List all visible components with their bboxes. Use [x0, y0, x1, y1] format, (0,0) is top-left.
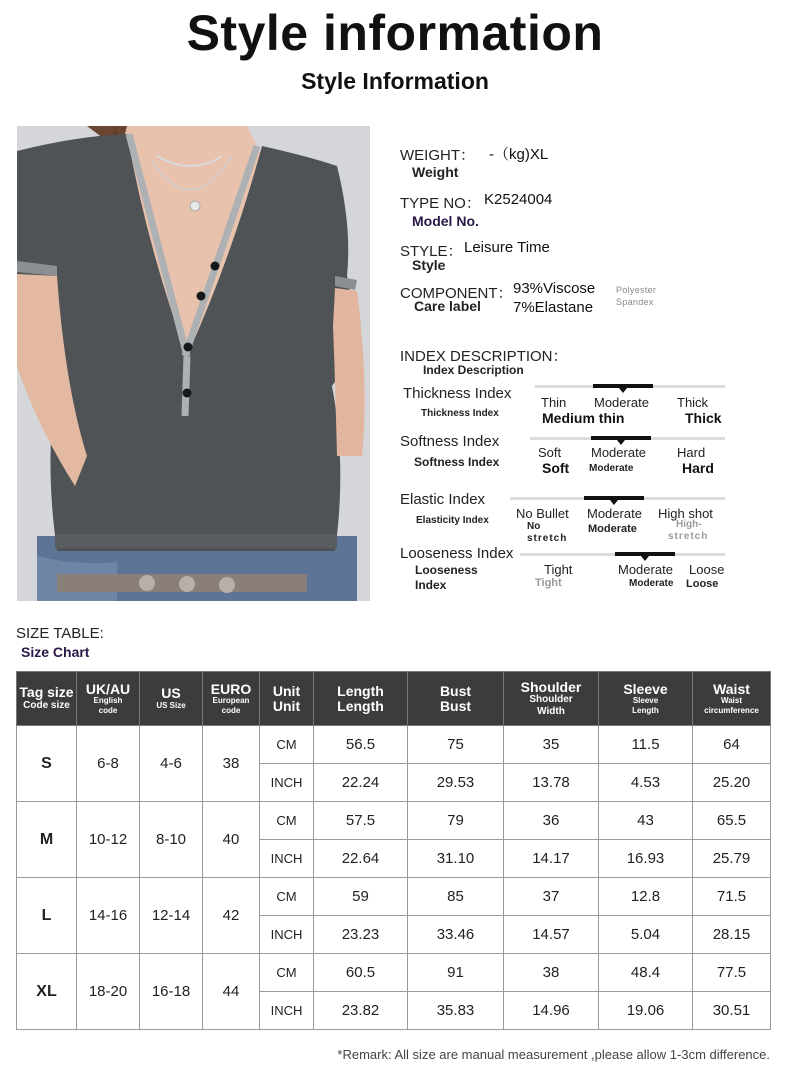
cell-shoulder: 38 — [504, 954, 599, 992]
cell-waist: 25.79 — [693, 840, 771, 878]
cell-waist: 71.5 — [693, 878, 771, 916]
cell-waist: 65.5 — [693, 802, 771, 840]
cell-uk: 6-8 — [77, 726, 140, 802]
component-sub: Care label — [414, 298, 481, 314]
cell-sleeve: 5.04 — [599, 916, 693, 954]
weight-label: WEIGHT： — [400, 147, 475, 164]
cell-length: 59 — [314, 878, 408, 916]
thickness-opt1-b: Medium thin — [542, 410, 625, 426]
cell-euro: 44 — [203, 954, 260, 1030]
cell-unit: CM — [260, 726, 314, 764]
size-table-sub: Size Chart — [21, 644, 90, 660]
cell-length: 23.82 — [314, 992, 408, 1030]
softness-opt2: Moderate — [591, 445, 646, 460]
size-table-label: SIZE TABLE: — [16, 625, 104, 642]
table-row — [17, 802, 771, 840]
looseness-sub1: Looseness — [415, 563, 478, 577]
col-waist: Waist Waist circumference — [693, 672, 771, 726]
looseness-opt2: Moderate — [618, 562, 673, 577]
cell-us: 8-10 — [140, 802, 203, 878]
cell-bust: 79 — [408, 802, 504, 840]
looseness-title: Looseness Index — [400, 545, 514, 562]
cell-bust: 75 — [408, 726, 504, 764]
cell-unit: CM — [260, 802, 314, 840]
softness-sub: Softness Index — [414, 455, 500, 469]
cell-waist: 77.5 — [693, 954, 771, 992]
table-row — [17, 726, 771, 764]
cell-bust: 85 — [408, 878, 504, 916]
style-label: STYLE： — [400, 243, 463, 260]
cell-shoulder: 36 — [504, 802, 599, 840]
cell-waist: 28.15 — [693, 916, 771, 954]
cell-shoulder: 37 — [504, 878, 599, 916]
cell-shoulder: 35 — [504, 726, 599, 764]
cell-us: 4-6 — [140, 726, 203, 802]
cell-length: 22.24 — [314, 764, 408, 802]
cell-unit: CM — [260, 954, 314, 992]
cell-us: 12-14 — [140, 878, 203, 954]
softness-opt3: Hard — [677, 445, 706, 460]
softness-opt2-b: Moderate — [589, 463, 634, 474]
cell-tag: L — [17, 878, 77, 954]
product-photo — [17, 126, 370, 601]
cell-waist: 25.20 — [693, 764, 771, 802]
elastic-title: Elastic Index — [400, 491, 486, 508]
size-table — [16, 671, 771, 1030]
elastic-opt3-b1: High- — [676, 519, 702, 530]
cell-waist: 64 — [693, 726, 771, 764]
cell-length: 57.5 — [314, 802, 408, 840]
page-subtitle: Style Information — [301, 68, 489, 94]
cell-sleeve: 43 — [599, 802, 693, 840]
softness-opt1-b: Soft — [542, 460, 570, 476]
cell-euro: 42 — [203, 878, 260, 954]
col-length: Length Length — [314, 672, 408, 726]
cell-length: 23.23 — [314, 916, 408, 954]
table-row — [17, 878, 771, 916]
elastic-opt3: High shot — [658, 506, 713, 521]
cell-shoulder: 14.57 — [504, 916, 599, 954]
col-shoulder: Shoulder Shoulder Width — [504, 672, 599, 726]
cell-euro: 40 — [203, 802, 260, 878]
elastic-opt1-b2: stretch — [527, 533, 568, 544]
thickness-opt2: Moderate — [594, 395, 649, 410]
thickness-opt3-b: Thick — [685, 410, 722, 426]
elastic-sub: Elasticity Index — [416, 515, 489, 526]
component-label: COMPONENT： — [400, 285, 513, 302]
elastic-opt3-b2: stretch — [668, 531, 709, 542]
cell-bust: 31.10 — [408, 840, 504, 878]
col-sleeve: Sleeve Sleeve Length — [599, 672, 693, 726]
col-uk: UK/AU English code — [77, 672, 140, 726]
cell-bust: 33.46 — [408, 916, 504, 954]
component-value-1: 93%Viscose — [513, 280, 596, 297]
cell-shoulder: 14.17 — [504, 840, 599, 878]
cell-sleeve: 16.93 — [599, 840, 693, 878]
table-row — [17, 954, 771, 992]
softness-opt3-b: Hard — [682, 460, 714, 476]
cell-unit: INCH — [260, 916, 314, 954]
cell-tag: S — [17, 726, 77, 802]
cell-shoulder: 14.96 — [504, 992, 599, 1030]
cell-sleeve: 11.5 — [599, 726, 693, 764]
looseness-opt3-b: Loose — [686, 578, 719, 590]
thickness-sub: Thickness Index — [421, 408, 499, 419]
cell-tag: XL — [17, 954, 77, 1030]
type-label: TYPE NO： — [400, 195, 481, 212]
thickness-title: Thickness Index — [403, 385, 512, 402]
weight-value: -（kg)XL — [489, 146, 549, 163]
col-tag-size: Tag size Code size — [17, 672, 77, 726]
thickness-opt3: Thick — [677, 395, 709, 410]
thickness-opt1: Thin — [541, 395, 567, 410]
elastic-marker — [610, 500, 618, 505]
looseness-opt1: Tight — [544, 562, 573, 577]
cell-bust: 35.83 — [408, 992, 504, 1030]
elastic-opt1-b1: No — [527, 521, 541, 532]
cell-uk: 18-20 — [77, 954, 140, 1030]
cell-bust: 29.53 — [408, 764, 504, 802]
cell-sleeve: 12.8 — [599, 878, 693, 916]
col-us: US US Size — [140, 672, 203, 726]
component-tiny-2: Spandex — [616, 297, 654, 307]
cell-waist: 30.51 — [693, 992, 771, 1030]
weight-sub: Weight — [412, 164, 459, 180]
cell-unit: INCH — [260, 764, 314, 802]
elastic-opt2: Moderate — [587, 506, 642, 521]
style-value: Leisure Time — [464, 239, 550, 256]
cell-sleeve: 19.06 — [599, 992, 693, 1030]
cell-euro: 38 — [203, 726, 260, 802]
col-unit: Unit Unit — [260, 672, 314, 726]
index-label: INDEX DESCRIPTION： — [400, 348, 568, 365]
cell-unit: INCH — [260, 992, 314, 1030]
looseness-marker — [641, 556, 649, 561]
index-sub: Index Description — [423, 363, 524, 377]
cell-unit: CM — [260, 878, 314, 916]
softness-title: Softness Index — [400, 433, 500, 450]
elastic-opt1: No Bullet — [516, 506, 569, 521]
component-value-2: 7%Elastane — [513, 299, 594, 316]
cell-uk: 10-12 — [77, 802, 140, 878]
looseness-sub2: Index — [415, 578, 447, 592]
cell-uk: 14-16 — [77, 878, 140, 954]
looseness-opt2-b: Moderate — [629, 578, 674, 589]
cell-unit: INCH — [260, 840, 314, 878]
softness-opt1: Soft — [538, 445, 562, 460]
cell-bust: 91 — [408, 954, 504, 992]
cell-us: 16-18 — [140, 954, 203, 1030]
style-sub: Style — [412, 257, 446, 273]
col-bust: Bust Bust — [408, 672, 504, 726]
cell-tag: M — [17, 802, 77, 878]
cell-sleeve: 4.53 — [599, 764, 693, 802]
type-value: K2524004 — [484, 191, 553, 208]
cell-length: 22.64 — [314, 840, 408, 878]
looseness-opt3: Loose — [689, 562, 725, 577]
cell-sleeve: 48.4 — [599, 954, 693, 992]
cell-length: 56.5 — [314, 726, 408, 764]
component-tiny-1: Polyester — [616, 285, 657, 295]
page-title: Style information — [186, 5, 604, 61]
remark-note: *Remark: All size are manual measurement ,please allow 1-3cm difference. — [337, 1047, 770, 1062]
col-euro: EURO European code — [203, 672, 260, 726]
looseness-opt1-b: Tight — [535, 577, 562, 589]
type-sub: Model No. — [412, 213, 479, 229]
elastic-opt2-b: Moderate — [588, 523, 637, 535]
thickness-marker — [619, 388, 627, 393]
cell-length: 60.5 — [314, 954, 408, 992]
table-header-row — [17, 672, 771, 726]
cell-shoulder: 13.78 — [504, 764, 599, 802]
